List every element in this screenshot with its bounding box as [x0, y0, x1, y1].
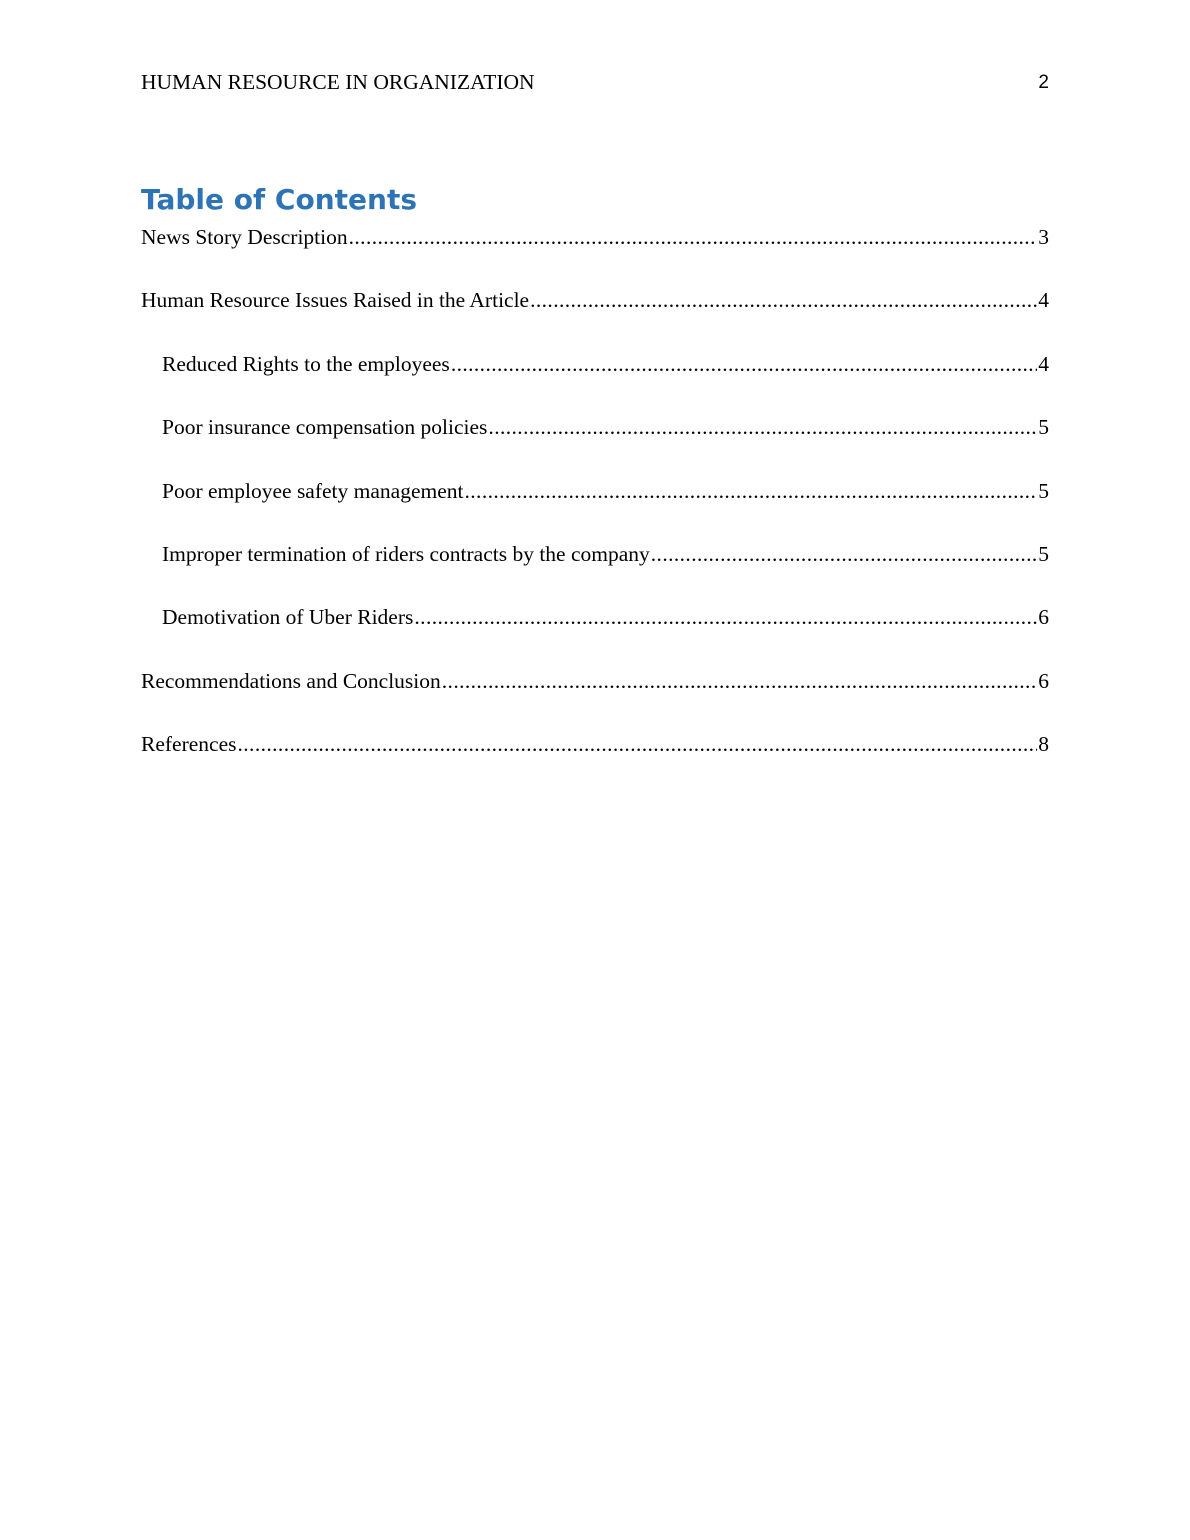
toc-entry-text: News Story Description [141, 225, 348, 249]
toc-dot-leader [488, 412, 1037, 442]
toc-entry-demotivation[interactable] [141, 602, 1049, 665]
toc-entry-reduced-rights[interactable] [141, 349, 1049, 412]
toc-entry-text: Recommendations and Conclusion [141, 668, 441, 693]
toc-dot-leader [451, 349, 1037, 379]
toc-entry-page: 5 [1038, 541, 1049, 566]
toc-dot-leader [414, 602, 1037, 632]
toc-entry-text: References [141, 732, 237, 757]
toc-entry-page: 5 [1038, 415, 1049, 440]
toc-dot-leader [530, 285, 1037, 315]
toc-dot-leader [465, 476, 1038, 506]
toc-entry-text: Demotivation of Uber Riders [162, 605, 414, 630]
toc-entry-references[interactable] [141, 729, 1049, 792]
toc-entry-page: 8 [1038, 732, 1049, 757]
toc-entry-page: 5 [1038, 478, 1049, 503]
running-header [141, 70, 1049, 100]
toc-entry-text: Human Resource Issues Raised in the Article [141, 288, 530, 313]
table-of-contents [141, 222, 1049, 793]
toc-dot-leader [349, 222, 1038, 252]
toc-entry-news-story-description[interactable] [141, 222, 1049, 285]
toc-entry-text: Poor insurance compensation policies [162, 415, 488, 440]
toc-heading: Table of Contents [141, 183, 418, 216]
running-head-title: HUMAN RESOURCE IN ORGANIZATION [141, 70, 535, 94]
toc-entry-page: 4 [1038, 288, 1049, 313]
page-number: 2 [1038, 72, 1049, 93]
toc-entry-page: 6 [1038, 605, 1049, 630]
toc-entry-text: Improper termination of riders contracts by the company [162, 541, 650, 566]
toc-entry-page: 4 [1038, 351, 1049, 376]
toc-entry-hr-issues[interactable] [141, 285, 1049, 348]
toc-dot-leader [651, 539, 1037, 569]
toc-dot-leader [238, 729, 1038, 759]
toc-dot-leader [442, 666, 1037, 696]
toc-entry-poor-insurance[interactable] [141, 412, 1049, 475]
toc-entry-page: 6 [1038, 668, 1049, 693]
toc-entry-text: Reduced Rights to the employees [162, 351, 450, 376]
toc-entry-improper-termination[interactable] [141, 539, 1049, 602]
toc-entry-page: 3 [1038, 225, 1049, 249]
toc-entry-poor-safety[interactable] [141, 476, 1049, 539]
toc-entry-text: Poor employee safety management [162, 478, 464, 503]
toc-entry-recommendations[interactable] [141, 666, 1049, 729]
